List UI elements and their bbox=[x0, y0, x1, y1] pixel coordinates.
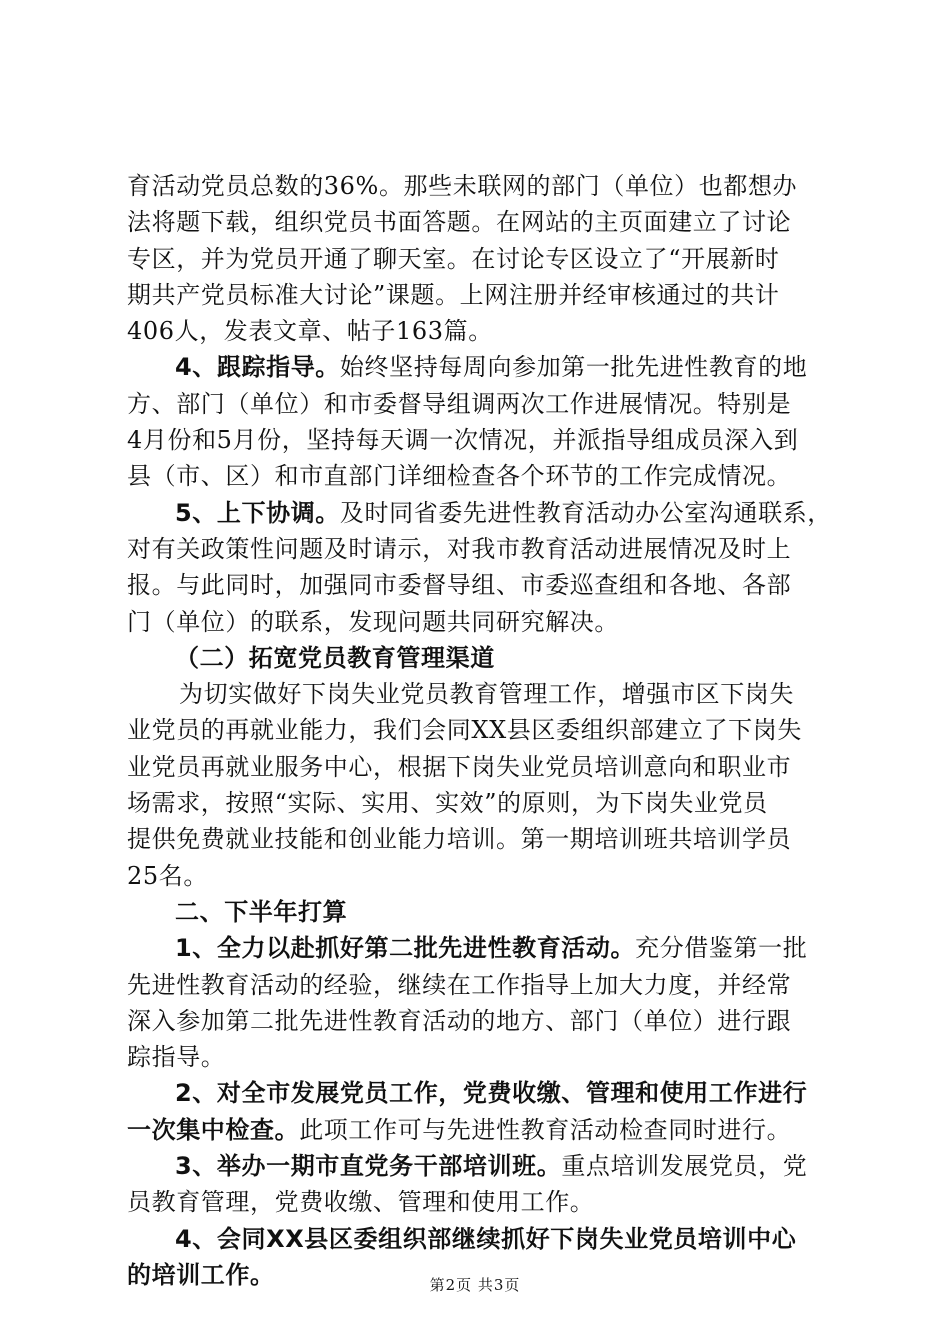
item-heading-line: 4、会同XX县区委组织部继续抓好下岗失业党员培训中心 bbox=[175, 1224, 797, 1253]
item-heading-line: 2、对全市发展党员工作，党费收缴、管理和使用工作进行 bbox=[175, 1079, 808, 1108]
paragraph-first-line bbox=[127, 349, 832, 385]
item-text: 充分借鉴第一批 bbox=[635, 934, 808, 963]
paragraph-first-line bbox=[127, 930, 832, 966]
text-line: 法将题下载，组织党员书面答题。在网站的主页面建立了讨论 bbox=[127, 208, 792, 237]
text-line: 406人，发表文章、帖子163篇。 bbox=[127, 317, 493, 346]
text-line: 深入参加第二批先进性教育活动的地方、部门（单位）进行跟 bbox=[127, 1006, 792, 1035]
item-heading: 1、全力以赴抓好第二批先进性教育活动。 bbox=[175, 934, 636, 963]
text-line: 育活动党员总数的36%。那些未联网的部门（单位）也都想办 bbox=[127, 172, 798, 200]
paragraph-first-line bbox=[127, 1148, 832, 1184]
item-text: 重点培训发展党员，党 bbox=[561, 1152, 808, 1181]
section-heading: 二、下半年打算 bbox=[175, 897, 348, 926]
text-line: 员教育管理，党费收缴、管理和使用工作。 bbox=[127, 1188, 595, 1217]
document-body bbox=[127, 168, 832, 1293]
section-heading: （二）拓宽党员教育管理渠道 bbox=[175, 643, 495, 672]
item-heading-line: 的培训工作。 bbox=[127, 1260, 275, 1289]
text-line: 业党员再就业服务中心，根据下岗失业党员培训意向和职业市 bbox=[127, 752, 792, 781]
text-line: 报。与此同时，加强同市委督导组、市委巡查组和各地、各部 bbox=[127, 571, 792, 600]
text-line: 期共产党员标准大讨论”课题。上网注册并经审核通过的共计 bbox=[127, 280, 780, 309]
page-footer: 第2页 共3页 bbox=[429, 1276, 521, 1294]
paragraph-first-line: 为切实做好下岗失业党员教育管理工作，增强市区下岗失 bbox=[179, 680, 794, 709]
text-line: 专区，并为党员开通了聊天室。在讨论专区设立了“开展新时 bbox=[127, 244, 780, 273]
item-text: 始终坚持每周向参加第一批先进性教育的地 bbox=[339, 353, 808, 382]
text-line: 25名。 bbox=[127, 861, 208, 890]
text-line: 4月份和5月份，坚持每天调一次情况，并派指导组成员深入到 bbox=[127, 426, 799, 455]
item-heading: 3、举办一期市直党务干部培训班。 bbox=[175, 1152, 562, 1181]
item-heading: 4、跟踪指导。 bbox=[175, 353, 340, 382]
paragraph-first-line bbox=[127, 495, 832, 531]
item-text: 及时同省委先进性教育活动办公室沟通联系， bbox=[339, 498, 832, 527]
text-line: 对有关政策性问题及时请示，对我市教育活动进展情况及时上 bbox=[127, 534, 792, 563]
item-text: 此项工作可与先进性教育活动检查同时进行。 bbox=[299, 1115, 792, 1144]
text-line: 踪指导。 bbox=[127, 1043, 226, 1072]
text-line: 县（市、区）和市直部门详细检查各个环节的工作完成情况。 bbox=[127, 462, 792, 491]
text-line: 先进性教育活动的经验，继续在工作指导上加大力度，并经常 bbox=[127, 970, 792, 999]
item-heading: 一次集中检查。 bbox=[127, 1115, 300, 1144]
text-line: 提供免费就业技能和创业能力培训。第一期培训班共培训学员 bbox=[127, 825, 792, 854]
text-line: 场需求，按照“实际、实用、实效”的原则，为下岗失业党员 bbox=[127, 789, 768, 818]
text-line: 方、部门（单位）和市委督导组调两次工作进展情况。特别是 bbox=[127, 389, 792, 418]
paragraph-line bbox=[127, 1112, 832, 1148]
text-line: 门（单位）的联系，发现问题共同研究解决。 bbox=[127, 607, 619, 636]
item-heading: 5、上下协调。 bbox=[175, 498, 340, 527]
text-line: 业党员的再就业能力，我们会同XX县区委组织部建立了下岗失 bbox=[127, 716, 802, 745]
